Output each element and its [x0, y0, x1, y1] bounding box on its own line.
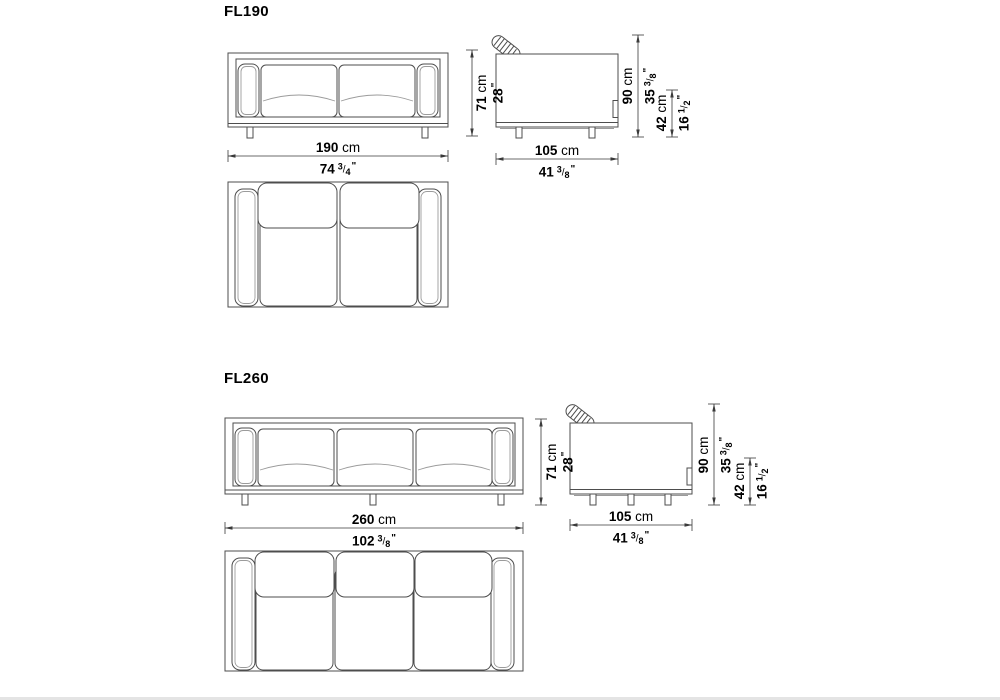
model-title-fl260: FL260: [224, 370, 269, 387]
fl260-seat-height-inch-label: $16^1/2^"$: [754, 462, 770, 500]
fl260-front-view-drawing: [225, 418, 523, 505]
fl260-total-height-inch-label: $35^3/8^"$: [718, 436, 734, 474]
fl260-width-cm-label: 260 cm: [351, 512, 397, 527]
fl260-seat-height-cm-label: 42 cm: [732, 462, 747, 500]
fl260-back-height-inch-label: 28": [560, 451, 576, 473]
fl190-width-cm-label: 190 cm: [315, 140, 361, 155]
fl190-front-view-drawing: [228, 53, 448, 138]
front-leg: [498, 494, 504, 505]
fl190-seat-height-cm-label: 42 cm: [654, 94, 669, 132]
side-leg: [665, 494, 671, 505]
fl190-back-height-inch-label: 28": [490, 82, 506, 104]
side-leg: [628, 494, 634, 505]
front-leg: [247, 127, 253, 138]
fl260-back-height-cm-label: 71 cm: [544, 443, 559, 481]
front-leg: [422, 127, 428, 138]
fl260-side-view-drawing: [563, 402, 692, 505]
fl190-total-height-cm-label: 90 cm: [620, 67, 635, 105]
fl260-total-height-cm-label: 90 cm: [696, 436, 711, 474]
fl190-side-view-drawing: [489, 33, 618, 138]
fl260-depth-inch-label: 41 $^3$/8": [612, 530, 650, 546]
fl260-width-inch-label: 102 $^3$/8": [351, 533, 397, 549]
side-leg: [516, 127, 522, 138]
fl190-back-height-cm-label: 71 cm: [474, 74, 489, 112]
front-leg: [370, 494, 376, 505]
fl190-seat-height-inch-label: $16^1/2^"$: [676, 94, 692, 132]
fl190-width-inch-label: 74 $^3$/4": [319, 161, 357, 177]
model-title-fl190: FL190: [224, 3, 269, 20]
fl190-total-height-inch-label: $35^3/8^"$: [642, 67, 658, 105]
front-leg: [242, 494, 248, 505]
fl260-top-view-drawing: [225, 551, 523, 671]
fl190-top-view-drawing: [228, 182, 448, 307]
fl260-depth-cm-label: 105 cm: [608, 509, 654, 524]
side-leg: [589, 127, 595, 138]
fl190-depth-cm-label: 105 cm: [534, 143, 580, 158]
fl190-depth-inch-label: 41 $^3$/8": [538, 164, 576, 180]
side-leg: [590, 494, 596, 505]
